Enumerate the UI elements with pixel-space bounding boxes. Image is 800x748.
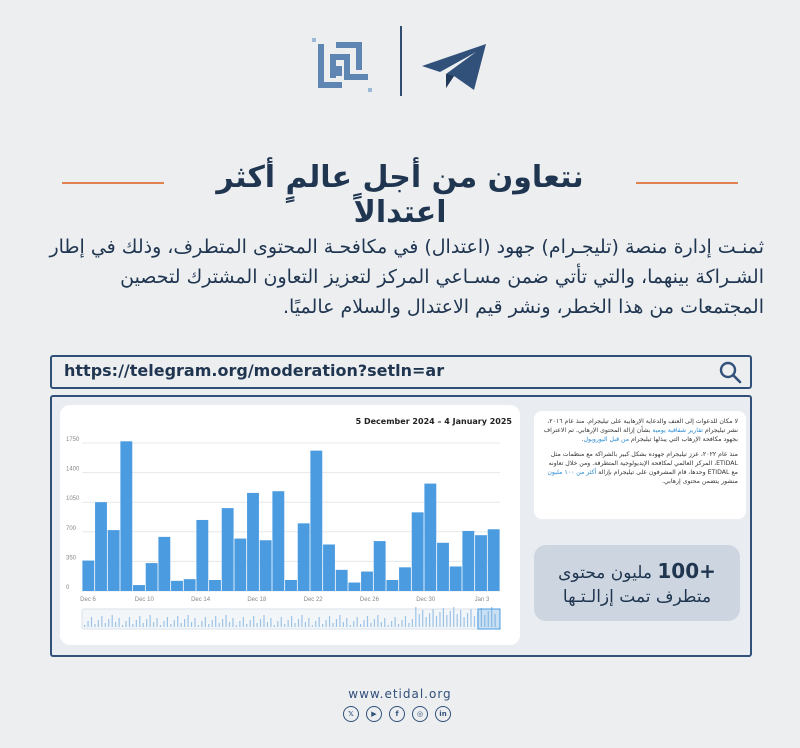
navigator-bar [388, 625, 389, 627]
navigator-bar [112, 615, 113, 627]
navigator-bar [188, 615, 189, 627]
navigator-bar [339, 615, 340, 627]
y-tick-label: 0 [66, 585, 70, 591]
footer-website[interactable]: www.etidal.org [348, 687, 452, 701]
url-text: https://telegram.org/moderation?setln=ar [64, 361, 445, 380]
y-tick-label: 350 [66, 555, 77, 562]
navigator-bar [401, 620, 402, 627]
youtube-icon[interactable]: ▶ [366, 706, 382, 722]
header-logos [0, 22, 800, 102]
bar [184, 579, 196, 591]
bar [158, 537, 170, 591]
x-tick-label: Dec 14 [191, 597, 211, 603]
navigator-bar [357, 617, 358, 627]
navigator-bar [464, 617, 465, 627]
quote-text: منشور يتضمن محتوى إرهابي. [662, 478, 738, 485]
navigator-bar [277, 621, 278, 627]
x-tick-label: Jan 3 [474, 597, 490, 603]
url-bar[interactable] [50, 355, 752, 389]
navigator-bar [253, 616, 254, 627]
navigator-bar [184, 619, 185, 627]
navigator-bar [332, 623, 333, 627]
social-icons [343, 706, 457, 722]
navigator-bar [405, 616, 406, 627]
y-tick-label: 700 [66, 525, 77, 532]
navigator-bar [439, 612, 440, 627]
navigator-bar [125, 621, 126, 627]
bar [336, 570, 348, 591]
telegram-logo-icon [420, 42, 490, 94]
title-row [0, 160, 800, 230]
navigator-bar [360, 624, 361, 627]
chart-title: 5 December 2024 – 4 January 2025 [355, 417, 512, 426]
navigator-bar [326, 620, 327, 627]
navigator-bar [181, 623, 182, 627]
navigator-bar [101, 616, 102, 627]
navigator-bar [225, 615, 226, 627]
bar [298, 523, 310, 591]
navigator-bar [222, 619, 223, 627]
navigator-bar [301, 615, 302, 627]
bar [488, 529, 500, 591]
navigator-bar [150, 615, 151, 627]
x-tick-label: Dec 18 [247, 597, 267, 603]
bar [209, 580, 221, 591]
bar [399, 567, 411, 591]
x-icon[interactable]: 𝕏 [343, 706, 359, 722]
navigator-bar [412, 619, 413, 627]
navigator-bar [143, 623, 144, 627]
navigator-bar [250, 620, 251, 627]
navigator-bar [160, 625, 161, 627]
navigator-bar [229, 622, 230, 627]
navigator-bar [363, 620, 364, 627]
navigator-bar [136, 620, 137, 627]
navigator-bar [115, 622, 116, 627]
navigator-bar [243, 617, 244, 627]
navigator-bar [315, 621, 316, 627]
stat-number: 100+ [657, 559, 716, 583]
navigator-bar [236, 625, 237, 627]
navigator-bar [426, 617, 427, 627]
content-frame [50, 395, 752, 657]
hundred-million-link[interactable]: أكثر من ١٠٠ مليون [547, 469, 597, 476]
navigator-bar [470, 609, 471, 627]
navigator-bar [329, 616, 330, 627]
navigator-bar [377, 615, 378, 627]
navigator-bar [370, 623, 371, 627]
x-tick-label: Dec 10 [134, 597, 154, 603]
navigator-bar [91, 617, 92, 627]
bar [348, 583, 360, 591]
navigator-bar [219, 623, 220, 627]
navigator-bar [108, 619, 109, 627]
europol-link[interactable]: من قبل اليوروبول [583, 436, 630, 443]
navigator-bar [167, 617, 168, 627]
navigator-bar [312, 625, 313, 627]
bar [374, 541, 386, 591]
bar [222, 508, 234, 591]
bar [171, 581, 183, 591]
navigator-bar [87, 621, 88, 627]
x-tick-label: Dec 30 [416, 597, 436, 603]
navigator-bar [194, 618, 195, 627]
title-rule-left [62, 182, 164, 184]
bar [120, 441, 132, 591]
bar [234, 539, 246, 591]
bar [285, 580, 297, 591]
bar [475, 535, 487, 591]
navigator-bar [98, 620, 99, 627]
x-tick-label: Dec 22 [303, 597, 323, 603]
y-tick-label: 1750 [66, 437, 80, 443]
navigator-bar [474, 616, 475, 627]
navigator-bar [294, 623, 295, 627]
navigator-bar [267, 622, 268, 627]
navigator-bar [346, 618, 347, 627]
navigator-bar [177, 616, 178, 627]
chart-card [60, 405, 520, 645]
navigator-bar [174, 620, 175, 627]
bar [310, 451, 322, 591]
navigator-bar [353, 621, 354, 627]
bar [260, 540, 272, 591]
search-icon[interactable] [718, 360, 742, 384]
bar [412, 512, 424, 591]
navigator-bar [94, 624, 95, 627]
navigator-bar [139, 616, 140, 627]
navigator-bar [281, 617, 282, 627]
navigator-bar [343, 622, 344, 627]
navigator-bar [205, 617, 206, 627]
navigator-bar [443, 608, 444, 627]
navigator-window [478, 609, 500, 629]
logo-separator [400, 26, 402, 96]
navigator-bar [308, 618, 309, 627]
x-tick-label: Dec 6 [80, 597, 96, 603]
x-tick-label: Dec 26 [359, 597, 379, 603]
bar [323, 544, 335, 591]
navigator-bar [408, 623, 409, 627]
navigator-bar [432, 609, 433, 627]
quote-text: . [581, 436, 584, 443]
navigator-bar [305, 622, 306, 627]
facebook-icon[interactable]: f [389, 706, 405, 722]
navigator-bar [239, 621, 240, 627]
navigator-bar [460, 610, 461, 627]
page-title: نتعاون من أجل عالمٍ أكثر اعتدالاً [216, 160, 584, 230]
navigator-bar [322, 624, 323, 627]
navigator-bar [119, 618, 120, 627]
navigator-bar [288, 620, 289, 627]
navigator-bar [384, 618, 385, 627]
navigator-bar [129, 617, 130, 627]
navigator-bar [212, 620, 213, 627]
telegram-quote-card [534, 411, 746, 519]
navigator-bar [419, 614, 420, 627]
title-rule-right [636, 182, 738, 184]
navigator-bar [319, 617, 320, 627]
navigator-bar [422, 610, 423, 627]
transparency-reports-link[interactable]: تقارير شفافية يومية [652, 427, 703, 434]
quote-text: بشأن إزالة المحتوى الإرهابي. تم الاعتراف بجهود مكافحة الإرهاب التي يبذلها تيليجرام [543, 427, 738, 443]
navigator-bar [336, 619, 337, 627]
navigator-bar [270, 618, 271, 627]
navigator-bar [284, 624, 285, 627]
quote-text: منذ عام ٢٠٢٢، عزز تيليجرام جهوده بشكل كبير بالشراكة مع منظمات مثل ETIDAL، المركز العالمي لمكافحة الإيديولوجية المتطرفة. ومن خلال تعاونه مع ETIDAL وحدها، قام المشرفون على تيليجرام بإزالة [548, 451, 738, 476]
linkedin-icon[interactable]: in [435, 706, 451, 722]
navigator-bar [467, 613, 468, 627]
navigator-bar [153, 622, 154, 627]
bar [424, 484, 436, 591]
bar [82, 561, 94, 591]
navigator-bar [198, 625, 199, 627]
stat-card [534, 545, 740, 621]
navigator-bar [208, 624, 209, 627]
navigator-bar [391, 621, 392, 627]
navigator-bar [146, 619, 147, 627]
navigator-bar [429, 613, 430, 627]
navigator-bar [367, 616, 368, 627]
stat-line-1 [534, 559, 740, 583]
navigator-bar [257, 623, 258, 627]
navigator-bar [105, 623, 106, 627]
navigator-bar [170, 624, 171, 627]
quote-paragraph-2 [542, 450, 738, 486]
bar [450, 566, 462, 591]
navigator-bar [381, 622, 382, 627]
bar [196, 520, 208, 591]
navigator-bar [446, 615, 447, 627]
navigator-bar [260, 619, 261, 627]
quote-paragraph-1 [542, 417, 738, 444]
y-tick-label: 1050 [66, 496, 80, 503]
bar [462, 531, 474, 591]
bar-chart [60, 405, 520, 645]
instagram-icon[interactable]: ◎ [412, 706, 428, 722]
bar [437, 543, 449, 591]
bar [95, 502, 107, 591]
bar [361, 572, 373, 591]
navigator-bar [274, 625, 275, 627]
navigator-bar [201, 621, 202, 627]
navigator-bar [374, 619, 375, 627]
bar [146, 563, 158, 591]
etidal-logo-icon [312, 38, 374, 96]
navigator-bar [191, 622, 192, 627]
y-tick-label: 1400 [66, 466, 80, 473]
navigator-bar [398, 624, 399, 627]
quote-text: لا مكان للدعوات إلى العنف والدعاية الإرهابية على تيليجرام. منذ عام ٢٠١٦، نشر تيليجرام [547, 418, 738, 434]
navigator-bar [415, 607, 416, 627]
stat-line-2: متطرف تمت إزالـتـها [562, 587, 712, 607]
navigator-bar [84, 625, 85, 627]
navigator-bar [246, 624, 247, 627]
navigator-bar [163, 621, 164, 627]
navigator-bar [453, 607, 454, 627]
intro-paragraph: ثمنـت إدارة منصة (تليجـرام) جهود (اعتدال) في مكافحـة المحتوى المتطرف، وذلك في إطار الشـراكة بينهما، والتي تأتي ضمن مسـاعي المركز لتعزيز التعاون المشترك لتحصين المجتمعات من هذا الخطر، ونشر قيم الاعتدال والسلام عالميًا. [49, 236, 764, 318]
navigator-bar [457, 614, 458, 627]
bar [108, 530, 120, 591]
bar [133, 585, 145, 591]
navigator-bar [298, 619, 299, 627]
bar [272, 491, 284, 591]
navigator-bar [122, 625, 123, 627]
navigator-bar [156, 618, 157, 627]
navigator-bar [450, 611, 451, 627]
navigator-bar [215, 616, 216, 627]
navigator-bar [395, 617, 396, 627]
bar [386, 580, 398, 591]
navigator-bar [350, 625, 351, 627]
navigator-bar [132, 624, 133, 627]
navigator-bar [263, 615, 264, 627]
navigator-bar [232, 618, 233, 627]
navigator-bar [291, 616, 292, 627]
navigator-bar [436, 616, 437, 627]
bar [247, 493, 259, 591]
stat-label: مليون محتوى [558, 563, 652, 583]
